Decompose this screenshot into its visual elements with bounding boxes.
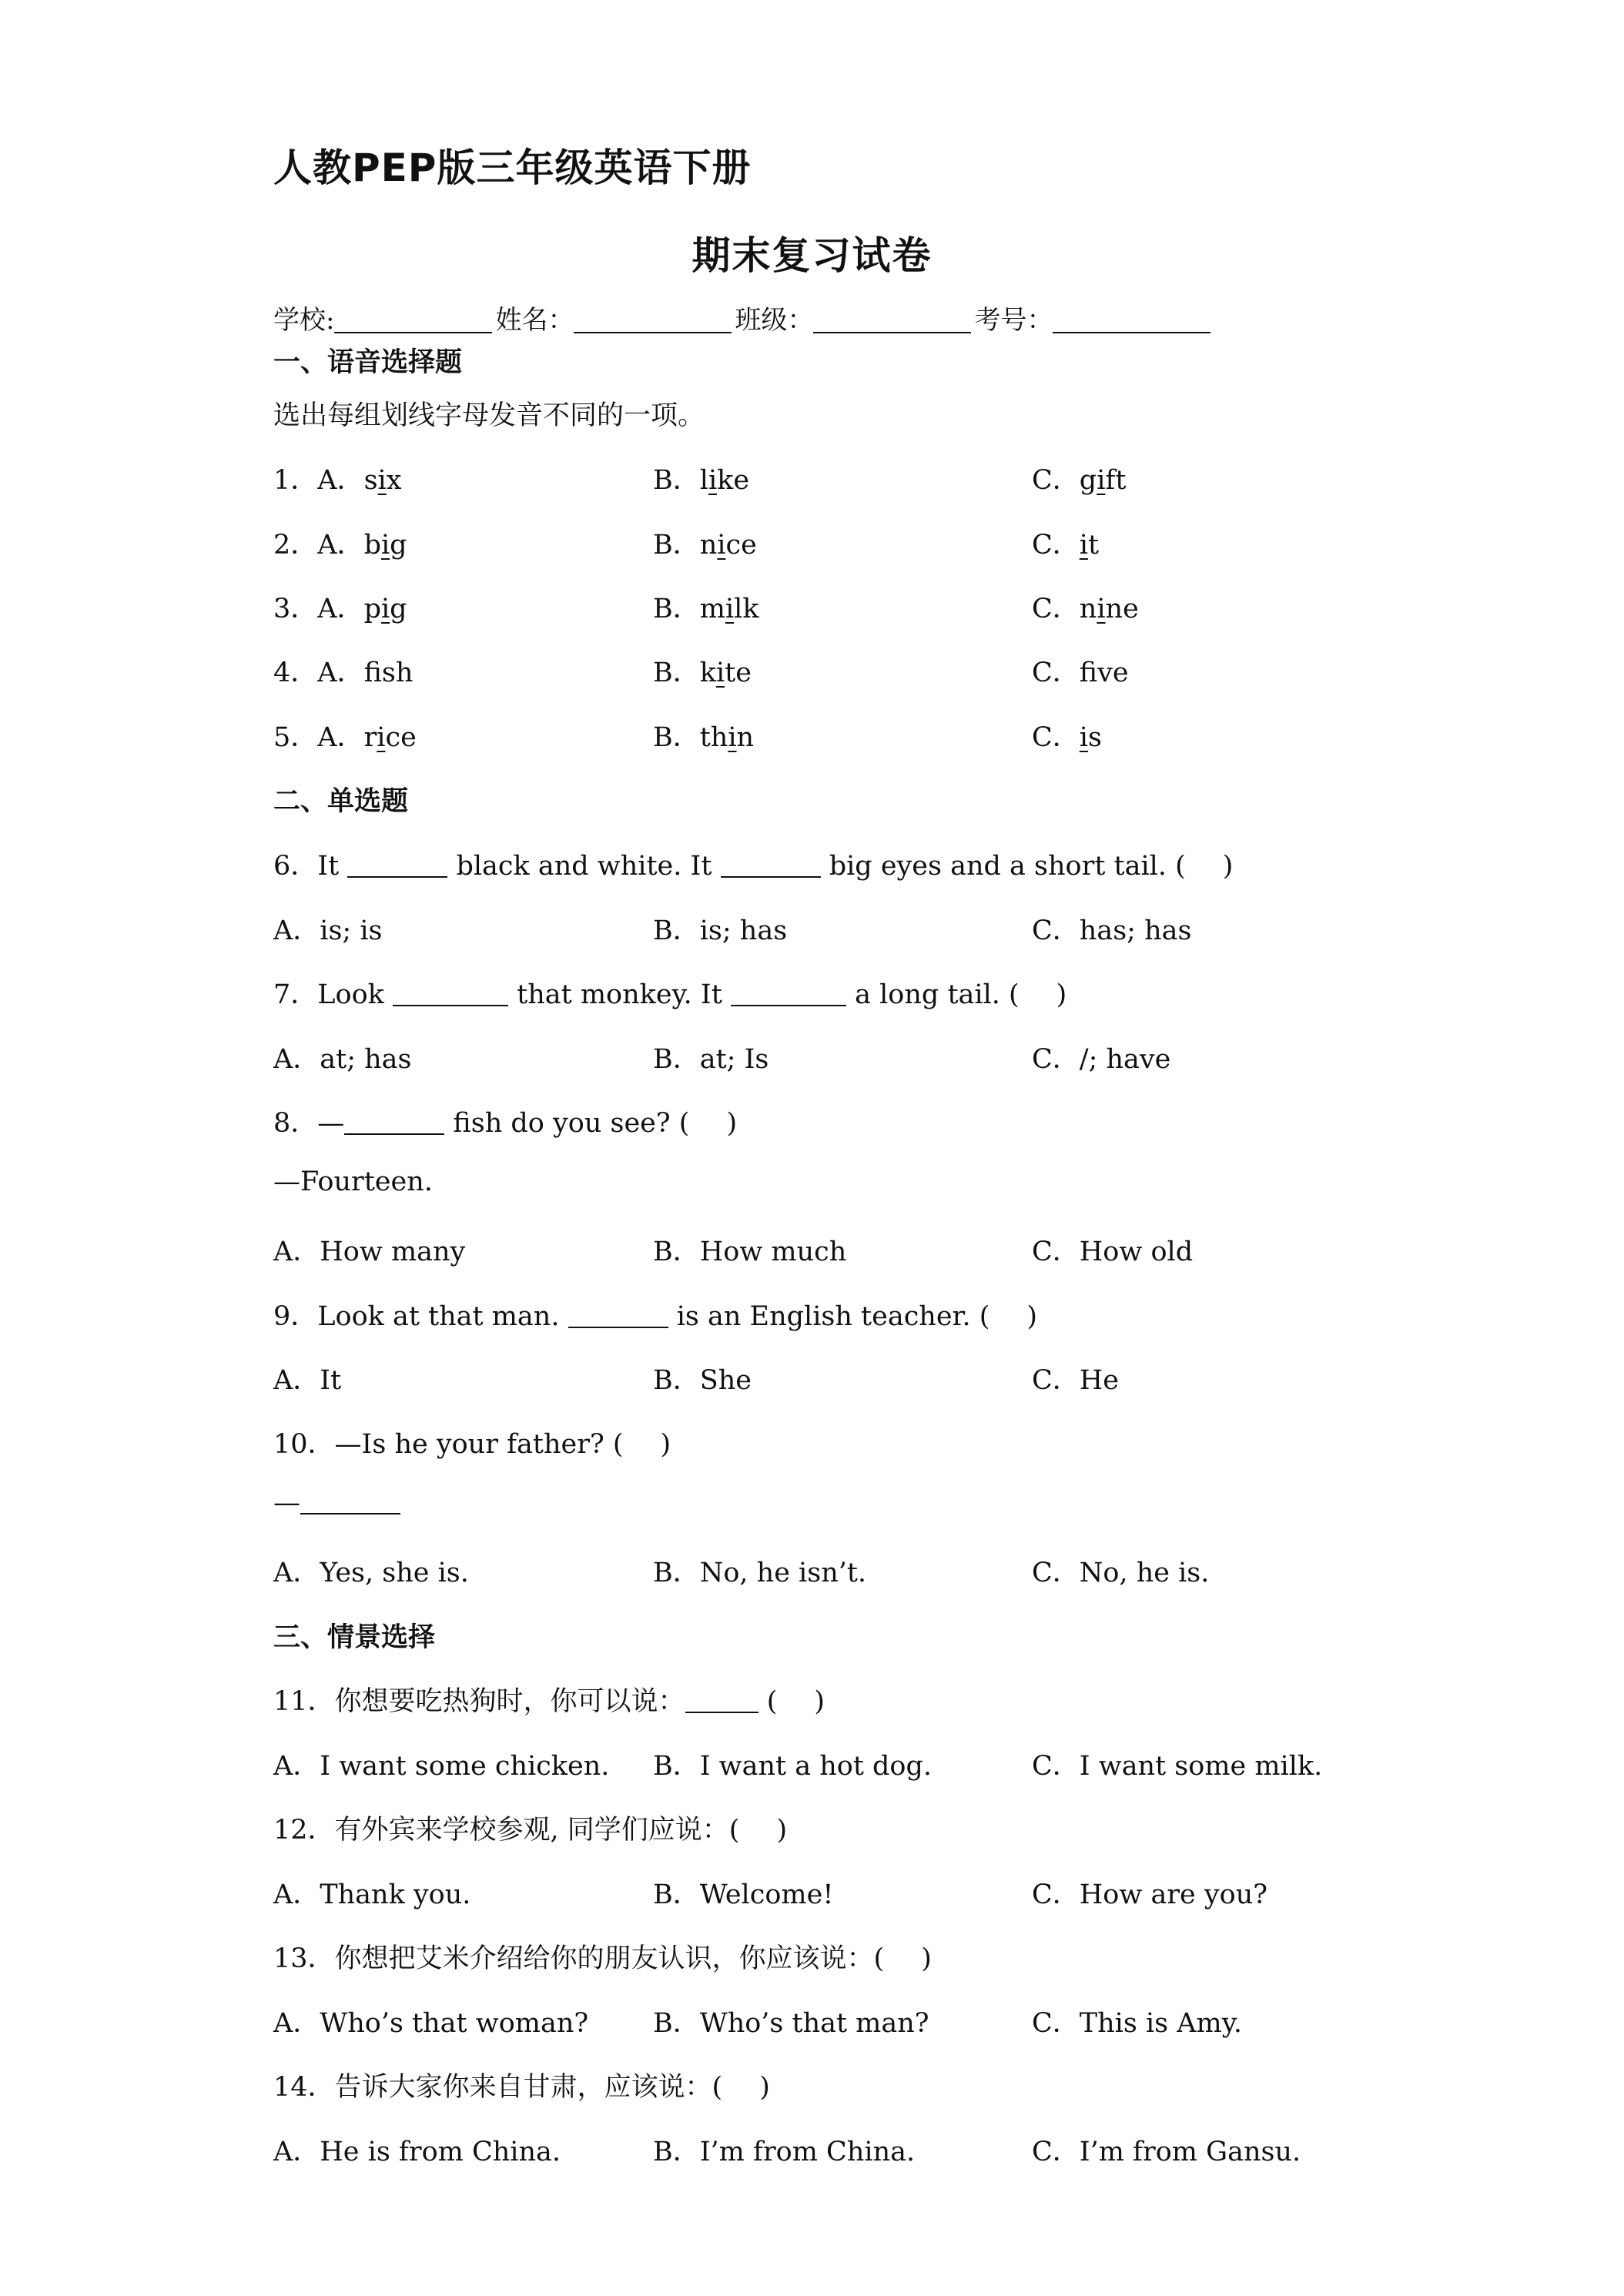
question-row-3 (0, 587, 1624, 623)
question-row-2 (0, 524, 1624, 559)
question-13-options (0, 2002, 1624, 2037)
option-a[interactable]: 1．A．six (273, 465, 402, 496)
option-b[interactable]: B．No, he isn’t. (653, 1558, 867, 1588)
option-b[interactable]: B．milk (653, 594, 759, 624)
answer-blank[interactable] (568, 1304, 668, 1328)
question-11-options (0, 1745, 1624, 1780)
option-c[interactable]: C．He (1032, 1365, 1120, 1396)
option-b[interactable]: B．like (653, 465, 750, 496)
student-info-line (273, 299, 1214, 336)
question-9-options (0, 1359, 1624, 1394)
question-9-stem: 9．Look at that man. is an English teacher. ( ) (273, 1301, 1038, 1332)
option-a[interactable]: A．is; is (273, 915, 383, 946)
section-1-title: 一、语音选择题 (273, 347, 463, 378)
school-label: 学校: (273, 305, 335, 336)
question-row-1 (0, 459, 1624, 494)
option-c[interactable]: C．How old (1032, 1237, 1194, 1267)
question-6-options (0, 909, 1624, 945)
answer-blank[interactable] (347, 853, 447, 878)
option-b[interactable]: B．is; has (653, 915, 788, 946)
option-c[interactable]: C．it (1032, 530, 1100, 561)
option-b[interactable]: B．Who’s that man? (653, 2008, 929, 2039)
option-a[interactable]: 3．A．pig (273, 594, 407, 624)
option-b[interactable]: B．at; Is (653, 1044, 769, 1075)
question-10-options (0, 1551, 1624, 1587)
option-a[interactable]: A．It (273, 1365, 342, 1396)
option-c[interactable]: C．I’m from Gansu. (1032, 2137, 1301, 2167)
option-b[interactable]: B．How much (653, 1237, 847, 1267)
option-a[interactable]: 5．A．rice (273, 722, 417, 753)
option-a[interactable]: A．I want some chicken. (273, 1751, 610, 1782)
option-c[interactable]: C．is (1032, 722, 1102, 753)
answer-blank[interactable] (721, 853, 821, 878)
option-b[interactable]: B．thin (653, 722, 755, 753)
option-a[interactable]: A．Who’s that woman? (273, 2008, 589, 2039)
question-12-options (0, 1873, 1624, 1909)
answer-blank[interactable] (731, 982, 846, 1006)
option-b[interactable]: B．I’m from China. (653, 2137, 916, 2167)
question-10-reply: — (273, 1488, 400, 1518)
option-c[interactable]: C．has; has (1032, 915, 1192, 946)
question-14-stem: 14．告诉大家你来自甘肃，应该说：( ) (273, 2072, 770, 2103)
question-14-options (0, 2130, 1624, 2166)
option-a[interactable]: 2．A．big (273, 530, 407, 561)
option-a[interactable]: A．Yes, she is. (273, 1558, 469, 1588)
option-b[interactable]: B．Welcome! (653, 1879, 834, 1910)
option-a[interactable]: A．He is from China. (273, 2137, 561, 2167)
question-row-5 (0, 716, 1624, 751)
class-label: 班级： (735, 305, 814, 336)
option-c[interactable]: C．I want some milk. (1032, 1751, 1323, 1782)
answer-blank[interactable] (393, 982, 508, 1006)
option-b[interactable]: B．kite (653, 658, 752, 688)
option-c[interactable]: C．This is Amy. (1032, 2008, 1242, 2039)
question-11-stem: 11．你想要吃热狗时，你可以说： ( ) (273, 1686, 825, 1717)
option-c[interactable]: C．fve (1032, 658, 1129, 688)
question-7-stem: 7．Look that monkey. It a long tail. ( ) (273, 979, 1067, 1010)
question-13-stem: 13．你想把艾米介绍给你的朋友认识，你应该说：( ) (273, 1943, 932, 1974)
question-row-4 (0, 651, 1624, 687)
option-a[interactable]: 4．A．fsh (273, 658, 414, 688)
option-b[interactable]: B．I want a hot dog. (653, 1751, 933, 1782)
option-c[interactable]: C．nine (1032, 594, 1139, 624)
option-a[interactable]: A．Thank you. (273, 1879, 471, 1910)
question-7-options (0, 1038, 1624, 1073)
option-b[interactable]: B．nice (653, 530, 757, 561)
number-blank[interactable] (1053, 306, 1210, 333)
answer-blank[interactable] (344, 1110, 444, 1135)
question-8-options (0, 1230, 1624, 1266)
name-blank[interactable] (574, 306, 732, 333)
question-10-stem: 10．—Is he your father? ( ) (273, 1429, 671, 1460)
number-label: 考号： (974, 305, 1053, 336)
question-6-stem: 6．It black and white. It big eyes and a short tail. ( ) (273, 851, 1234, 882)
option-c[interactable]: C．No, he is. (1032, 1558, 1210, 1588)
school-blank[interactable] (334, 306, 492, 333)
document-subtitle: 期末复习试卷 (691, 233, 933, 278)
option-a[interactable]: A．at; has (273, 1044, 412, 1075)
option-a[interactable]: A．How many (273, 1237, 466, 1267)
document-title: 人教PEP版三年级英语下册 (273, 146, 752, 190)
question-12-stem: 12．有外宾来学校参观, 同学们应说：( ) (273, 1815, 788, 1846)
option-c[interactable]: C．/; have (1032, 1044, 1171, 1075)
section-2-title: 二、单选题 (273, 786, 409, 817)
option-c[interactable]: C．How are you? (1032, 1879, 1268, 1910)
option-b[interactable]: B．She (653, 1365, 752, 1396)
question-8-stem: 8．— fish do you see? ( ) (273, 1108, 738, 1139)
class-blank[interactable] (813, 306, 971, 333)
option-c[interactable]: C．gift (1032, 465, 1127, 496)
question-8-reply: —Fourteen. (273, 1166, 433, 1197)
section-3-title: 三、情景选择 (273, 1622, 436, 1653)
answer-blank[interactable] (300, 1490, 400, 1514)
answer-blank[interactable] (685, 1689, 758, 1713)
name-label: 姓名： (495, 305, 574, 336)
section-1-instruction: 选出每组划线字母发音不同的一项。 (273, 400, 705, 431)
